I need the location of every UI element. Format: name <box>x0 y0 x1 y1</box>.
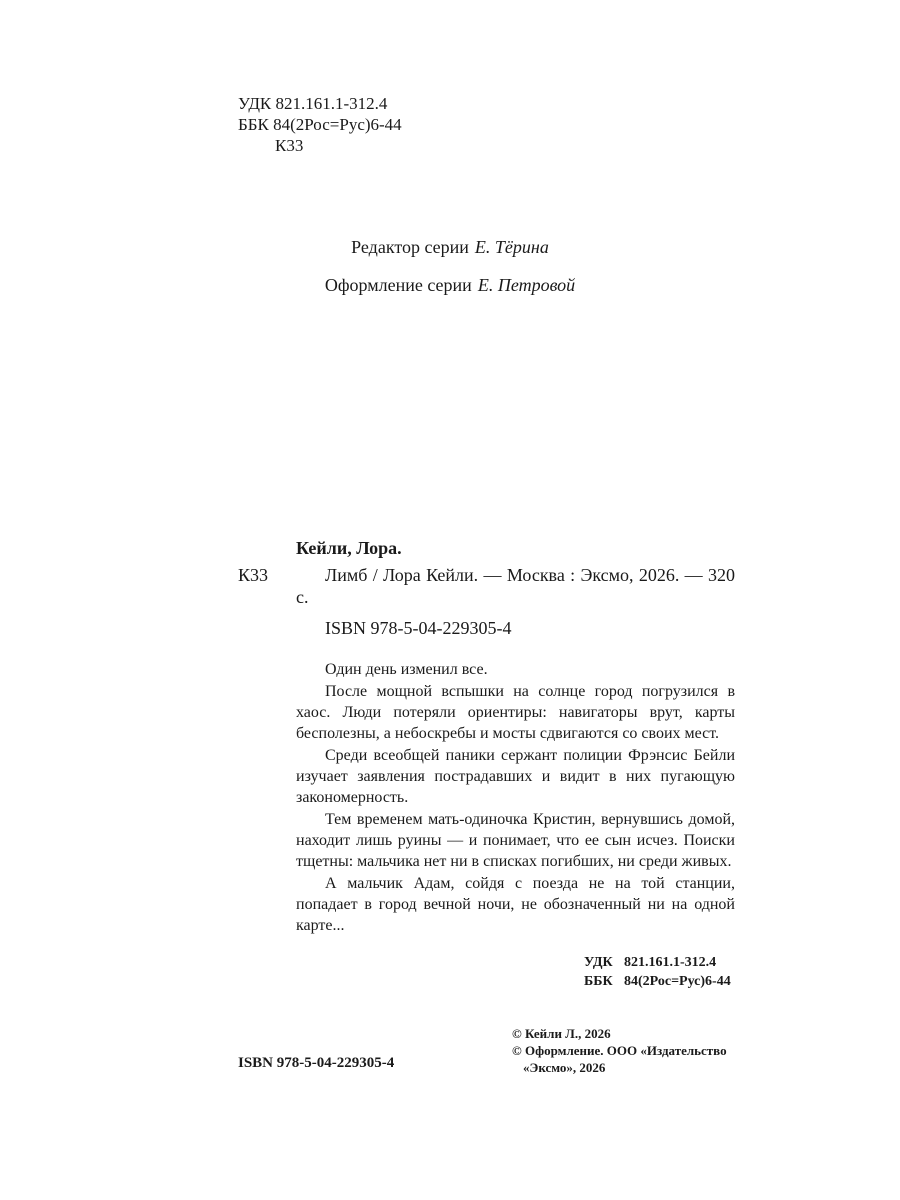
copyright-publisher: «Эксмо», 2026 <box>523 1060 606 1075</box>
record-author: Кейли, Лора. <box>296 538 402 558</box>
annotation-paragraph: Среди всеобщей паники сержант полиции Фрэнсис Бейли изучает заявления пострадавших и видит в них пугающую закономерность. <box>296 747 735 806</box>
series-design-credit <box>0 274 900 296</box>
series-editor-credit <box>0 236 900 258</box>
record-isbn: ISBN 978-5-04-229305-4 <box>325 618 512 638</box>
footer-udc-value: 821.161.1-312.4 <box>624 955 717 970</box>
annotation-paragraph: Тем временем мать-одиночка Кристин, вернувшись домой, находит лишь руины — и понимает, что ее сын исчез. Поиски тщетны: мальчика нет ни в списках погибших, ни среди живых. <box>296 811 735 870</box>
bbk-code: ББК 84(2Рос=Рус)6-44 <box>238 115 402 134</box>
udc-code: УДК 821.161.1-312.4 <box>238 94 388 113</box>
bibliographic-record <box>238 537 735 937</box>
annotation <box>296 659 735 936</box>
copyright-author: © Кейли Л., 2026 <box>512 1026 611 1041</box>
annotation-paragraph: После мощной вспышки на солнце город погрузился в хаос. Люди потеряли ориентиры: навигаторы врут, карты бесполезны, а небоскребы и мосты сдвигаются со своих мест. <box>296 683 735 742</box>
record-entry <box>238 564 735 608</box>
annotation-paragraph: А мальчик Адам, сойдя с поезда не на той станции, попадает в город вечной ночи, не обозначенный ни на одной карте... <box>296 875 735 934</box>
copyright-design: © Оформление. ООО «Издательство <box>512 1043 727 1058</box>
record-code: К33 <box>238 565 269 585</box>
footer-bbk-label: ББК <box>584 974 613 989</box>
series-editor-name: Е. Тёрина <box>474 237 549 257</box>
series-design-label: Оформление серии <box>324 275 472 295</box>
footer-udc-label: УДК <box>584 955 613 970</box>
footer-bbk-value: 84(2Рос=Рус)6-44 <box>624 974 731 989</box>
footer-classification <box>584 953 731 991</box>
copyright-block <box>512 1025 727 1076</box>
record-description: Лимб / Лора Кейли. — Москва : Эксмо, 2026. — 320 с. <box>296 565 735 607</box>
series-design-name: Е. Петровой <box>477 275 576 295</box>
series-editor-label: Редактор серии <box>351 237 469 257</box>
isbn-footer: ISBN 978-5-04-229305-4 <box>238 1055 395 1071</box>
annotation-paragraph: Один день изменил все. <box>325 661 488 678</box>
author-sign: К33 <box>275 136 304 155</box>
classification-block <box>238 93 402 156</box>
